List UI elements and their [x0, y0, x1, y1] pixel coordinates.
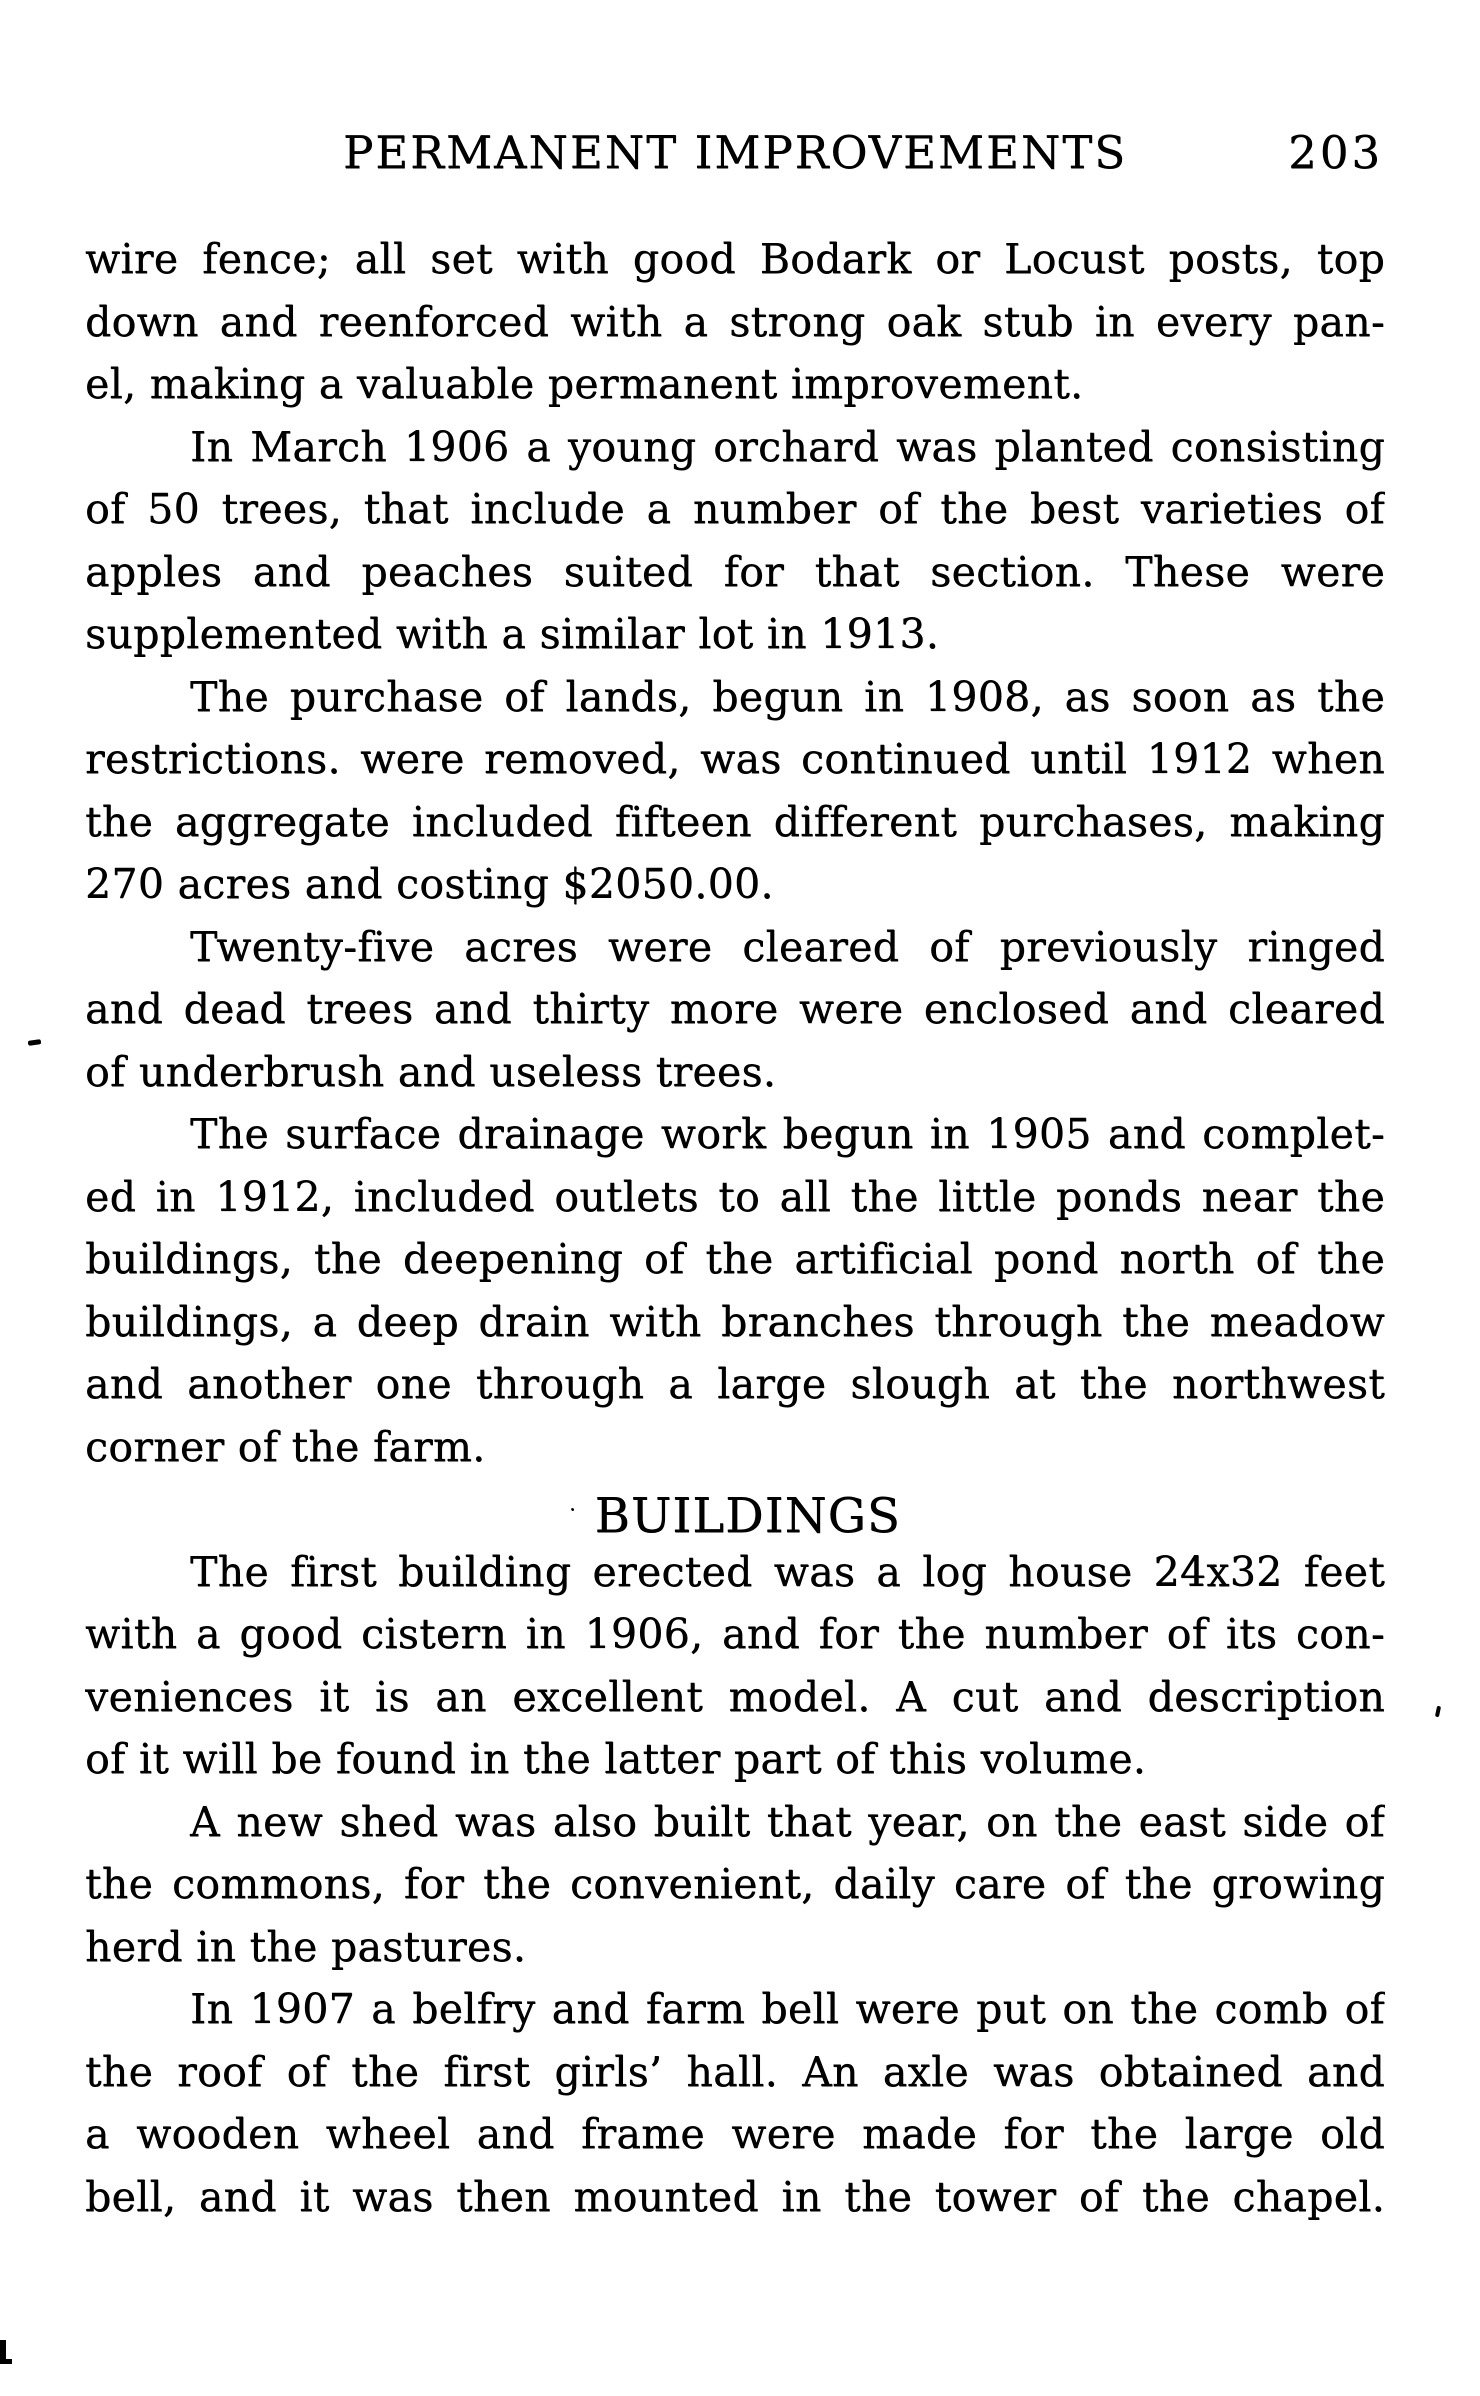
text-line: buildings, the deepening of the artificial pond north of the: [85, 1235, 1385, 1283]
text-line: down and reenforced with a strong oak stub in every pan-: [85, 297, 1385, 346]
paragraph: [85, 1978, 1385, 2228]
text-line: with a good cistern in 1906, and for the number of its con-: [85, 1610, 1385, 1658]
text-line: herd in the pastures.: [85, 1922, 527, 1971]
paragraph: [85, 228, 1385, 416]
text-line: of it will be found in the latter part of this volume.: [85, 1735, 1147, 1783]
text-line: corner of the farm.: [85, 1422, 486, 1471]
text-line: 270 acres and costing $2050.00.: [85, 860, 774, 908]
text-line: Twenty-five acres were cleared of previously ringed: [190, 922, 1385, 971]
paragraph: [85, 1791, 1385, 1979]
text-line: wire fence; all set with good Bodark or Locust posts, top: [85, 235, 1385, 283]
text-line: The purchase of lands, begun in 1908, as soon as the: [190, 672, 1385, 721]
text-line: the commons, for the convenient, daily care of the growing: [85, 1860, 1385, 1908]
text-line: the roof of the first girls’ hall. An axle was obtained and: [85, 2047, 1385, 2096]
paragraph: [85, 1541, 1385, 1791]
body-text-column: [85, 228, 1385, 2228]
text-line: the aggregate included fifteen different purchases, making: [85, 797, 1385, 846]
text-line: bell, and it was then mounted in the tower of the chapel.: [85, 2172, 1385, 2221]
section-heading: [85, 1478, 1385, 1544]
text-line: of underbrush and useless trees.: [85, 1047, 777, 1096]
clipped-edge-glyph: [0, 2340, 6, 2364]
section-heading-text: BUILDINGS: [594, 1488, 901, 1544]
margin-dash-mark: [28, 1039, 42, 1046]
text-line: veniences it is an excellent model. A cut and description: [85, 1672, 1385, 1721]
right-margin-speck: [1435, 1706, 1441, 1718]
paragraph: [85, 916, 1385, 1104]
text-line: el, making a valuable permanent improvement.: [85, 360, 1084, 408]
text-line: restrictions. were removed, was continued until 1912 when: [85, 735, 1385, 783]
text-line: apples and peaches suited for that section. These were: [85, 547, 1385, 596]
text-line: A new shed was also built that year, on the east side of: [190, 1797, 1385, 1846]
text-line: supplemented with a similar lot in 1913.: [85, 610, 940, 658]
text-line: a wooden wheel and frame were made for the large old: [85, 2110, 1385, 2158]
heading-prefix-dot: ·: [569, 1497, 577, 1521]
paragraph: [85, 666, 1385, 916]
paragraph: [85, 1103, 1385, 1478]
running-head: [85, 122, 1385, 184]
page-number: 203: [1288, 126, 1383, 179]
text-line: In 1907 a belfry and farm bell were put on the comb of: [190, 1985, 1385, 2033]
paragraph: [85, 416, 1385, 666]
text-line: In March 1906 a young orchard was planted consisting: [190, 422, 1385, 471]
text-line: The surface drainage work begun in 1905 and complet-: [190, 1110, 1385, 1158]
text-line: and another one through a large slough at the northwest: [85, 1360, 1385, 1408]
text-line: The first building erected was a log house 24x32 feet: [190, 1547, 1385, 1596]
text-line: and dead trees and thirty more were enclosed and cleared: [85, 985, 1385, 1033]
text-line: ed in 1912, included outlets to all the little ponds near the: [85, 1172, 1385, 1221]
page-title: PERMANENT IMPROVEMENTS: [342, 126, 1128, 179]
text-line: buildings, a deep drain with branches through the meadow: [85, 1297, 1385, 1346]
text-line: of 50 trees, that include a number of the best varieties of: [85, 485, 1385, 533]
